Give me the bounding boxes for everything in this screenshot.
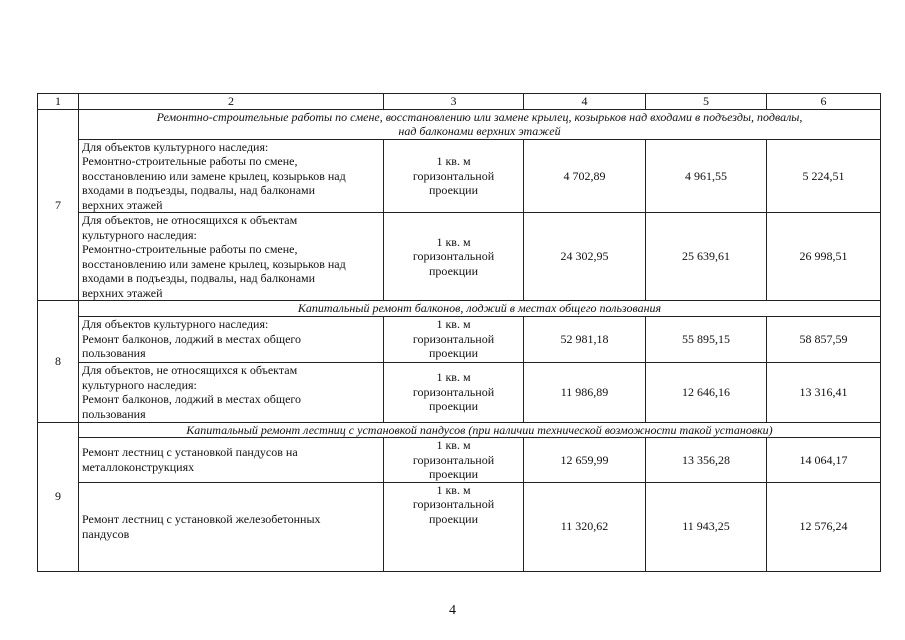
price-col-6: 5 224,51 <box>767 139 881 213</box>
description-line: входами в подъезды, подвалы, над балконами <box>82 271 316 285</box>
description-line: Ремонт балконов, лоджий в местах общего <box>82 331 302 346</box>
description-line: входами в подъезды, подвалы, над балконами <box>82 183 316 197</box>
price-col-4: 11 320,62 <box>524 482 646 571</box>
unit-of-measure <box>384 213 524 301</box>
section-title-line: над балконами верхних этажей <box>398 124 561 138</box>
work-description <box>79 438 384 483</box>
price-col-6: 26 998,51 <box>767 213 881 301</box>
description-line: Ремонтно-строительные работы по смене, <box>82 154 298 168</box>
header-cell-6: 6 <box>767 94 881 110</box>
price-col-4: 4 702,89 <box>524 139 646 213</box>
section-number: 7 <box>38 109 79 301</box>
section-title <box>79 422 881 438</box>
unit-of-measure <box>384 316 524 362</box>
section-title-row <box>38 301 881 317</box>
section-title <box>79 109 881 139</box>
unit-of-measure <box>384 139 524 213</box>
unit-line: горизонтальной <box>412 331 495 346</box>
header-cell-4: 4 <box>524 94 646 110</box>
unit-line: проекции <box>429 183 478 197</box>
header-cell-3: 3 <box>384 94 524 110</box>
section-number: 9 <box>38 422 79 571</box>
description-line: культурного наследия: <box>82 227 197 242</box>
price-col-4: 12 659,99 <box>524 438 646 483</box>
description-line: пользования <box>82 346 146 361</box>
work-description <box>79 482 384 571</box>
work-description <box>79 139 384 213</box>
price-col-6: 58 857,59 <box>767 316 881 362</box>
section-title <box>79 301 881 317</box>
header-cell-5: 5 <box>646 94 767 110</box>
price-col-5: 11 943,25 <box>646 482 767 571</box>
unit-line: проекции <box>429 467 478 481</box>
unit-line: 1 кв. м <box>436 154 471 168</box>
price-col-5: 13 356,28 <box>646 438 767 483</box>
description-line: Для объектов культурного наследия: <box>82 317 269 332</box>
page-number: 4 <box>449 603 456 618</box>
unit-of-measure <box>384 482 524 571</box>
header-row <box>38 94 881 110</box>
price-col-4: 24 302,95 <box>524 213 646 301</box>
header-cell-1: 1 <box>38 94 79 110</box>
unit-line: 1 кв. м <box>436 317 471 332</box>
price-col-5: 55 895,15 <box>646 316 767 362</box>
unit-line: горизонтальной <box>412 384 495 399</box>
description-line: Ремонт балконов, лоджий в местах общего <box>82 392 302 406</box>
unit-line: 1 кв. м <box>436 438 471 452</box>
price-col-6: 12 576,24 <box>767 482 881 571</box>
description-line: пандусов <box>82 526 130 541</box>
description-line: Ремонт лестниц с установкой пандусов на <box>82 445 298 460</box>
unit-line: 1 кв. м <box>436 370 471 385</box>
unit-line: горизонтальной <box>412 497 495 511</box>
description-line: пользования <box>82 406 146 421</box>
price-col-5: 25 639,61 <box>646 213 767 301</box>
unit-line: 1 кв. м <box>436 234 471 249</box>
description-line: металлоконструкциях <box>82 459 195 474</box>
tariff-table <box>37 93 881 572</box>
price-col-5: 4 961,55 <box>646 139 767 213</box>
description-line: Ремонтно-строительные работы по смене, <box>82 242 298 256</box>
section-title-line: Капитальный ремонт балконов, лоджий в местах общего пользования <box>297 301 662 315</box>
description-line: культурного наследия: <box>82 377 197 392</box>
work-description <box>79 316 384 362</box>
description-line: Для объектов культурного наследия: <box>82 139 269 154</box>
header-cell-2: 2 <box>79 94 384 110</box>
price-col-4: 11 986,89 <box>524 362 646 422</box>
unit-line: горизонтальной <box>412 452 495 467</box>
table-row <box>38 362 881 422</box>
description-line: верхних этажей <box>82 285 163 300</box>
description-line: восстановлению или замене крылец, козырьков над <box>82 256 346 271</box>
table-row <box>38 213 881 301</box>
section-title-row <box>38 109 881 139</box>
unit-line: горизонтальной <box>412 168 495 183</box>
unit-of-measure <box>384 438 524 483</box>
unit-line: проекции <box>429 399 478 414</box>
price-col-5: 12 646,16 <box>646 362 767 422</box>
description-line: Ремонт лестниц с установкой железобетонных <box>82 512 321 526</box>
table-row <box>38 482 881 571</box>
unit-line: горизонтальной <box>412 249 495 264</box>
work-description <box>79 213 384 301</box>
description-line: верхних этажей <box>82 197 163 212</box>
unit-of-measure <box>384 362 524 422</box>
section-title-row <box>38 422 881 438</box>
description-line: Для объектов, не относящихся к объектам <box>82 363 298 377</box>
unit-line: проекции <box>429 346 478 361</box>
price-col-6: 14 064,17 <box>767 438 881 483</box>
description-line: Для объектов, не относящихся к объектам <box>82 213 298 227</box>
section-title-line: Ремонтно-строительные работы по смене, восстановлению или замене крылец, козырьков над входами в подъезды, подвалы, <box>156 109 803 124</box>
table-row <box>38 139 881 213</box>
work-description <box>79 362 384 422</box>
section-number: 8 <box>38 301 79 423</box>
section-title-line: Капитальный ремонт лестниц с установкой пандусов (при наличии технической возможности такой установки) <box>186 422 773 437</box>
price-col-6: 13 316,41 <box>767 362 881 422</box>
table-row <box>38 316 881 362</box>
unit-line: проекции <box>429 511 478 526</box>
description-line: восстановлению или замене крылец, козырьков над <box>82 168 346 183</box>
unit-line: проекции <box>429 263 478 278</box>
price-col-4: 52 981,18 <box>524 316 646 362</box>
table-row <box>38 438 881 483</box>
unit-line: 1 кв. м <box>436 482 471 497</box>
